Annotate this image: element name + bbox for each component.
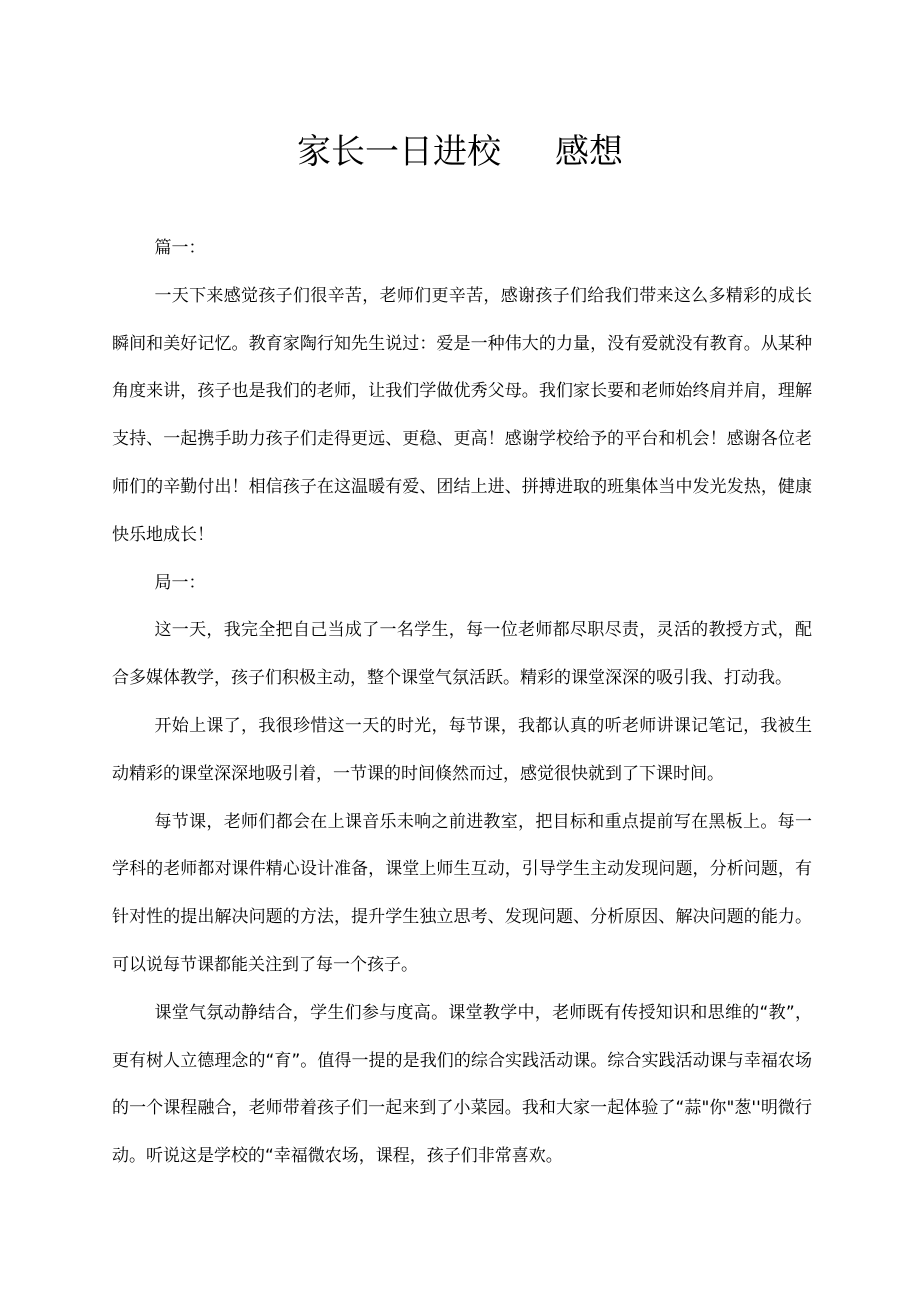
section-heading-2: 局一： [154, 572, 206, 593]
section-heading-1: 篇一： [154, 238, 206, 258]
document-body [112, 225, 812, 1181]
paragraph-5: 课堂气氛动静结合，学生们参与度高。课堂教学中，老师既有传授知识和思维的“教”，更有树人立德理念的“育”。值得一提的是我们的综合实践活动课。综合实践活动课与幸福农场的一个课程融合，老师带着孩子们一起来到了小菜园。我和大家一起体验了“蒜"你"葱''明微行动。听说这是学校的“幸福微农场，课程，孩子们非常喜欢。 [112, 1002, 812, 1167]
paragraph-2: 这一天，我完全把自己当成了一名学生，每一位老师都尽职尽责，灵活的教授方式，配合多媒体教学，孩子们积极主动，整个课堂气氛活跃。精彩的课堂深深的吸引我、打动我。 [112, 620, 812, 689]
paragraph-3: 开始上课了，我很珍惜这一天的时光，每节课，我都认真的听老师讲课记笔记，我被生动精彩的课堂深深地吸引着，一节课的时间倏然而过，感觉很快就到了下课时间。 [112, 715, 812, 784]
document-title: 家长一日进校 感想 [296, 132, 624, 172]
paragraph-4: 每节课，老师们都会在上课音乐未响之前进教室，把目标和重点提前写在黑板上。每一学科的老师都对课件精心设计准备，课堂上师生互动，引导学生主动发现问题，分析问题，有针对性的提出解决问题的方法，提升学生独立思考、发现问题、分析原因、解决问题的能力。可以说每节课都能关注到了每一个孩子。 [112, 811, 812, 975]
paragraph-1: 一天下来感觉孩子们很辛苦，老师们更辛苦，感谢孩子们给我们带来这么多精彩的成长瞬间和美好记忆。教育家陶行知先生说过：爱是一种伟大的力量，没有爱就没有教育。从某种角度来讲，孩子也是我们的老师，让我们学做优秀父母。我们家长要和老师始终肩并肩，理解支持、一起携手助力孩子们走得更远、更稳、更高！感谢学校给予的平台和机会！感谢各位老师们的辛勤付出！相信孩子在这温暖有爱、团结上进、拼搏进取的班集体当中发光发热，健康快乐地成长！ [112, 285, 812, 545]
